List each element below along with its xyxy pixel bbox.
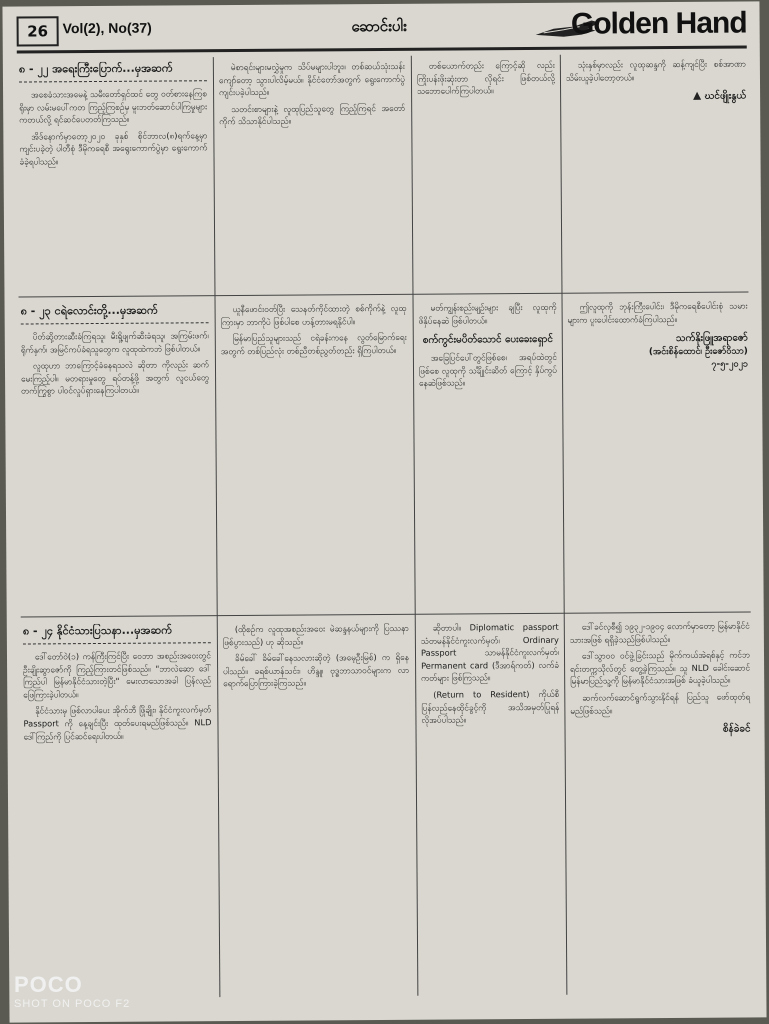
page-number: 26: [17, 16, 59, 46]
paragraph: အခြေပြင်ပေါ်တွင်ဖြစ်စေ၊ အရပ်ထဲတွင် ဖြစ်စေ လူထုကို သင်္ချိုင်းဆိတ် ကြောင့် နှိပ်ကွပ်နေဆဲဖြစ်သည်။: [418, 351, 558, 389]
paragraph: တစ်ယောက်တည်း ကြောင့်ဆို လည်း ကြိုးပန်းဖိုးဆုံးတာ လိုရင်း ဖြစ်တယ်လို့ သဘောပေါက်ကြပါတယ်။: [416, 59, 556, 96]
article-1-col-3: [417, 59, 557, 290]
volume-issue: Vol(2), No(37): [62, 19, 152, 37]
paragraph: သတင်းစာများနဲ့ လူထုပြည်သူတွေ ကြည့်ကြရင် အတော်ကိုက် သိသာနိုင်ပါသည်။: [219, 102, 406, 127]
paragraph: ဆိုတာပါ။ Diplomatic passport သံတမန်နိုင်ငံကူးလက်မှတ်၊ Ordinary Passport သာမန်နိုင်ငံကူးလက်မှတ်၊ Permanent card (ဒီအာရ်ကတ်) လက်ခံကတ်များ ဖြစ်ကြသည်။: [420, 621, 560, 684]
article-3-signature: စိန်ခဲခင်: [722, 723, 751, 735]
pen-nib-icon: [692, 91, 702, 101]
article-2-col-1: [21, 303, 211, 612]
paragraph: (Return to Resident) ကိုယ်စီပြန်လည်နေထိုင်ခွင့်ကို အသိအမှတ်ပြုရန် လိုအပ်ပါသည်။: [421, 688, 560, 725]
article-2-date: ၇-၅-၂၀၂၁: [711, 359, 749, 370]
section-divider: [18, 291, 748, 297]
article-1-signature: [566, 89, 746, 105]
newspaper-page: [2, 1, 766, 1022]
paragraph: ပိတ်ဆို့တားဆီးခံကြရသူ၊ မီးရှို့ဖျက်ဆီးခံရသူ၊ အကြမ်းဖက်၊ ရိုက်နှက်၊ အမြင်ကပ်ခံရသူတွေက လူထုထဲကဘဲ ဖြစ်ပါတယ်။: [20, 330, 209, 355]
article-2-signature-affiliation: (အင်းစိန်ထောင်၊ ဦးဇော်ဝိသာ): [648, 346, 748, 358]
article-2-col-2: [221, 302, 409, 611]
article-3-col-4: [570, 619, 753, 1010]
article-3-title: ၈ - ၂၄ နိုင်ငံသားပြသနာ...မှအဆက်: [23, 623, 211, 644]
page-header: [17, 6, 747, 48]
section-divider: [21, 611, 751, 617]
watermark-brand: POCO: [14, 972, 83, 997]
paragraph: မတ်ကျွန်းစည်းမျဉ်းများ ချပြီး လူထုကို ဖိနှိပ်နေဆဲ ဖြစ်ပါတယ်။: [418, 301, 557, 326]
paragraph: အိဒ်နောက်မှာတော့၂၀၂၀ ခုနှစ် စိုင်ဘာလ(၈)ရက်နေ့မှာကျင်းပခဲ့တဲ့ ပါတီစုံ ဒီမိုကရေစီ အရွေးကောက်ပွဲမှာ ရွေးကောက်ခံခဲ့ရပါသည်။: [19, 130, 208, 167]
paragraph: မြန်မာပြည်သူများသည် ငရဲခန်းကနေ လွတ်မြောက်ရေးအတွက် တစ်ပြည်လုံး တစ်ညီတစ်ညွတ်တည်း ရှိကြပါတယ်။: [220, 332, 407, 356]
article-2-title: ၈ - ၂၃ ငရဲလောင်းတို့...မှအဆက်: [21, 303, 209, 324]
article-3-col-2: [223, 622, 412, 1013]
paragraph: နိုင်ငံသားမှ ဖြစ်လာပါပေး အိုက်ဘီ ဖြိုချိုး၊ နိုင်ငံကူးလက်မှတ် Passport ကို နေ့ချင်းပြီး ထုတ်ပေးရမည်ဖြစ်သည်။ NLD ဒေါ်ကြည်ကို ပြင်ဆင်ရေးပါတယ်။: [23, 704, 212, 742]
paragraph: မဲစာရင်းများမလွှဲမှုက သိပ်မများပါဘူး။ တစ်ဆယ်သုံးသန်း ကျော်တော့ သွားပါလိမ့်မယ်။ နိုင်ငံတော်အတွက် ရွေးကောက်ပွဲကျင်းပခဲ့ပါသည်။: [218, 60, 406, 98]
article-3-col-1: [23, 623, 214, 1014]
article-2-col-4: [568, 299, 750, 608]
paragraph: ခိမ်ခေါ် ခိမ်ခေါ်နေသလားဆိုတဲ့ (အမေ့ဦးမြစ်) က ရှိနေပါသည်။ ခရစ်ယာန်သင်း၊ ဟိန္ဒူ၊ ဗုဒ္ဓဘာသာဝင်များက လာရောက်ပြောကြားခဲ့ကြသည်။: [223, 652, 410, 689]
article-1-col-4: [566, 57, 748, 288]
article-2-subhead: စက်ကွင်းမပိတ်သောင် ပေးခေးရှောင်: [422, 334, 553, 346]
article-2-col-3: [419, 301, 559, 610]
paragraph: ဆက်လက်ဆောင်ရွက်သွားနိုင်ရန် ပြည်သူ ဖော်ထုတ်ရမည်ဖြစ်သည်။: [570, 691, 751, 716]
paragraph: (ထိုစဉ်က လူထုအစည်းအဝေး မဲဆန္ဒနယ်များကို ပြဿနာဖြစ်ပွားသည်) ဟု ဆိုသည်။: [222, 622, 409, 647]
camera-watermark: [14, 972, 130, 1010]
paragraph: ဒေါ်တော်ဝဲ(၁) ကန်ကြီးကြင်ပြီး ဝေဘာ အစည်းအဝေးတွင် ဦးချိုးဆွာဇော်ကို ကြည့်ကြားတင်ဖြစ်သည်။ "ဘာလဲဆော ဒေါ်ကြည်ပါ မြန်မာနိုင်ငံသားတဲ့ပြီး" မေးလာသောအခါ ပြန်လည်ဖြေကြားခဲ့ပါတယ်။: [23, 650, 212, 700]
paragraph: ဒေါ်ခင်လှစီ၍ ၁၉၃၂-၁၉၀၄ လောက်မှာတော့ မြန်မာနိုင်ငံသားအဖြစ် ရရှိခဲ့သည်ဖြစ်ပါသည်။: [569, 620, 750, 645]
paragraph: ဒေါ်သွာဝဝ ဝင်ဖွဲ့ခြင်းသည် မိုက်ကယ်အဲရစ်နှင့် ကင်ဘရင်းတက္ကသိုလ်တွင် တွေ့ခဲ့ကြသည်။ သူ NLD ခေါင်းဆောင် မြန်မာပြည်သူ့ကို မြန်မာနိုင်ငံသားအဖြစ် ခံယူခဲ့ပါသည်။: [570, 649, 751, 687]
paragraph: သုံးနှစ်မှာလည်း လူထုဆန္ဒကို ဆန့်ကျင်ပြီး စစ်အာဏာ သိမ်းယူခဲ့ပါတော့တယ်။: [565, 58, 746, 83]
paragraph: လူထုဟာ ဘာကြောင့်ခံနေရသလဲ ဆိုတာ ကိုလည်း ဆက်မေးကြည့်ပါ။ မတရားမှုတွေ ရပ်တန့်ဖို့ အတွက် လူငယ်တွေ တက်ကြွစွာ ပါဝင်လှုပ်ရှားနေကြပါတယ်။: [21, 359, 210, 396]
article-2-signature: သက်နိုးဖြူအရာဇော်: [675, 332, 748, 345]
signature-text: ဃင်ဖျိုးနွယ်: [704, 90, 747, 102]
section-masthead: ဆောင်းပါး: [351, 16, 407, 36]
article-1-title: ၈ - ၂၂ အရေးကြီးပြောက်...မှအဆက်: [19, 61, 207, 82]
paragraph: ယူနီဖောင်းဝတ်ပြီး သေနတ်ကိုင်ထားတဲ့ စစ်ကိုက်နဲ့ လူထုကြားမှာ ဘာကိုပဲ ဖြစ်ပါစေ ဟန့်တားမရနိုင်ပါ။: [220, 302, 407, 327]
article-3-col-3: [421, 621, 562, 1012]
brand-logo: Golden Hand: [570, 6, 747, 41]
article-1-col-1: [19, 61, 209, 292]
paragraph: ဤလူထုကို ဘုန်းကြီးပေါင်း၊ ဒီမိုကရေစီပေါင်းစုံ သမားများက ပူးပေါင်းထောက်ခံကြပါသည်။: [567, 300, 748, 325]
paragraph: အစေခံသားအမေနဲ့ သမီးတော်ရှင်ထင် တွေ ဝတ်စားနေကြစရိုးမှာ လမ်းမပေါ်ကတ ကြည့်ကြစဉ်မှ မူးဘတ်ဆောင်ပါကြမှုများ ကတယ်လို့ ရင်ဆင်ပေတတ်ကြသည်။: [19, 88, 208, 125]
article-1-col-2: [219, 60, 407, 291]
watermark-caption: SHOT ON POCO F2: [14, 998, 131, 1010]
